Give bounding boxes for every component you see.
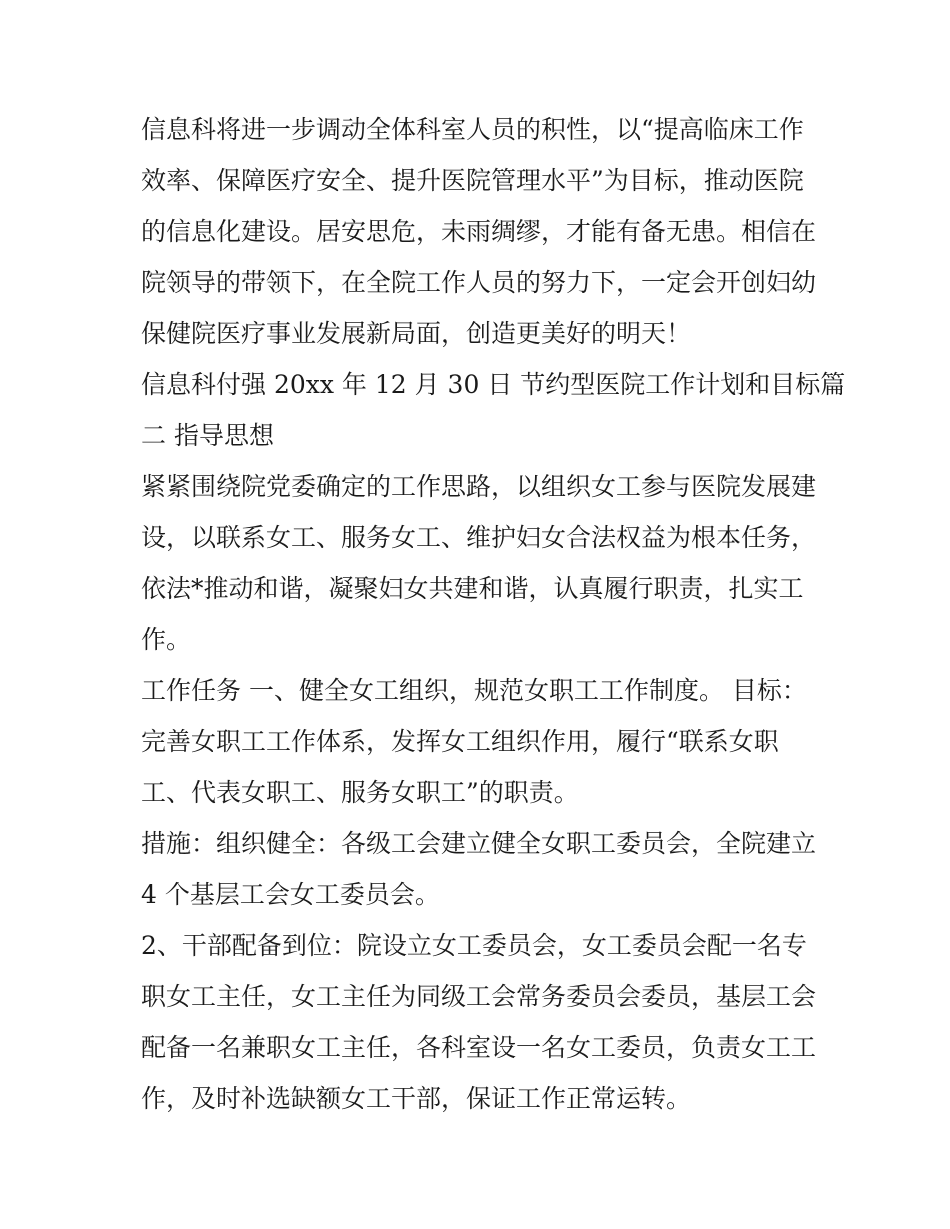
text-line: 信息科将进一步调动全体科室人员的积性，以“提高临床工作: [141, 115, 804, 144]
text-line: 紧紧围绕院党委确定的工作思路，以组织女工参与医院发展建: [141, 472, 817, 501]
text-line: 工、代表女职工、服务女职工”的职责。: [141, 778, 579, 807]
text-line: 配备一名兼职女工主任，各科室设一名女工委员，负责女工工: [141, 1033, 817, 1062]
text-line: 保健院医疗事业发展新局面，创造更美好的明天！: [141, 319, 692, 348]
text-line: 措施：组织健全：各级工会建立健全女职工委员会，全院建立: [141, 829, 817, 858]
document-body: [141, 104, 846, 1124]
text-line: 工作任务 一、健全女工组织，规范女职工工作制度。 目标：: [141, 676, 807, 705]
text-line: 二 指导思想: [141, 421, 274, 450]
text-line: 院领导的带领下，在全院工作人员的努力下，一定会开创妇幼: [141, 268, 817, 297]
text-line: 4 个基层工会女工委员会。: [141, 880, 440, 909]
text-line: 信息科付强 20xx 年 12 月 30 日 节约型医院工作计划和目标篇: [141, 370, 846, 399]
text-line: 设，以联系女工、服务女工、维护妇女合法权益为根本任务，: [141, 523, 817, 552]
text-line: 效率、保障医疗安全、提升医院管理水平”为目标，推动医院: [141, 166, 804, 195]
text-line: 完善女职工工作体系，发挥女工组织作用，履行“联系女职: [141, 727, 779, 756]
text-line: 职女工主任，女工主任为同级工会常务委员会委员，基层工会: [141, 982, 817, 1011]
text-line: 作，及时补选缺额女工干部，保证工作正常运转。: [141, 1084, 692, 1113]
text-line: 2、干部配备到位：院设立女工委员会，女工委员会配一名专: [141, 931, 807, 960]
text-line: 作。: [141, 625, 192, 654]
text-line: 依法*推动和谐，凝聚妇女共建和谐，认真履行职责，扎实工: [141, 574, 804, 603]
text-line: 的信息化建设。居安思危，未雨绸缪，才能有备无患。相信在: [141, 217, 817, 246]
